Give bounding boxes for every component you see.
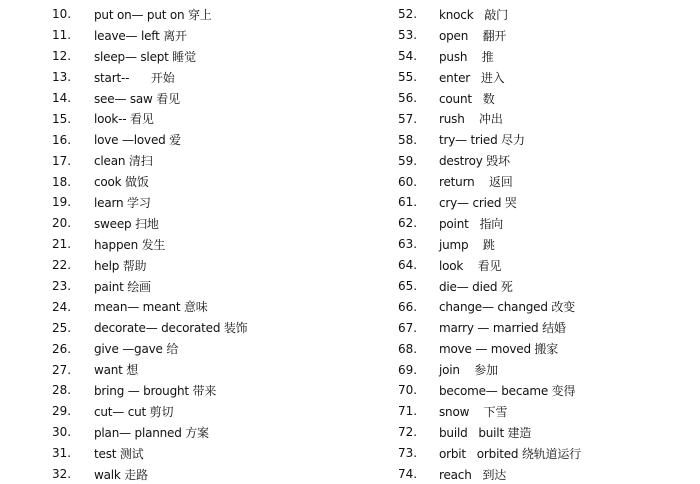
vocab-entry bbox=[52, 129, 247, 150]
vocab-entry bbox=[398, 443, 581, 464]
entry-word: cook 做饭 bbox=[94, 175, 149, 190]
entry-word: build built 建造 bbox=[439, 425, 532, 440]
entry-word: sweep 扫地 bbox=[94, 216, 159, 231]
vocab-entry bbox=[398, 46, 581, 67]
entry-word: cut— cut 剪切 bbox=[94, 404, 174, 419]
entry-number: 24. bbox=[52, 299, 72, 314]
vocab-entry bbox=[398, 4, 581, 25]
entry-word: push 推 bbox=[439, 49, 494, 64]
entry-number: 64. bbox=[398, 258, 418, 273]
vocab-entry bbox=[398, 150, 581, 171]
vocab-entry bbox=[398, 192, 581, 213]
entry-word: die— died 死 bbox=[439, 279, 513, 294]
entry-word: enter 进入 bbox=[439, 70, 505, 85]
entry-word: give —gave 给 bbox=[94, 342, 179, 357]
entry-word: change— changed 改变 bbox=[439, 300, 575, 315]
entry-word: move — moved 搬家 bbox=[439, 342, 559, 357]
vocab-entry bbox=[52, 4, 247, 25]
entry-number: 27. bbox=[52, 362, 72, 377]
entry-number: 29. bbox=[52, 404, 72, 419]
vocab-entry bbox=[52, 255, 247, 276]
entry-number: 12. bbox=[52, 49, 72, 64]
vocab-entry bbox=[398, 213, 581, 234]
entry-number: 56. bbox=[398, 91, 418, 105]
vocab-entry bbox=[398, 234, 581, 255]
entry-word: love —loved 爱 bbox=[94, 133, 181, 148]
entry-word: walk 走路 bbox=[94, 467, 148, 482]
entry-word: decorate— decorated 装饰 bbox=[94, 321, 248, 336]
vocab-entry bbox=[398, 359, 581, 380]
vocab-entry bbox=[52, 171, 247, 192]
vocab-entry bbox=[52, 422, 247, 443]
vocab-entry bbox=[52, 213, 247, 234]
vocab-entry bbox=[52, 401, 247, 422]
entry-number: 53. bbox=[398, 28, 418, 43]
entry-number: 30. bbox=[52, 425, 72, 440]
entry-number: 31. bbox=[52, 446, 72, 461]
entry-word: see— saw 看见 bbox=[94, 91, 180, 106]
entry-number: 25. bbox=[52, 320, 72, 335]
entry-number: 74. bbox=[398, 467, 418, 482]
entry-number: 20. bbox=[52, 216, 72, 231]
entry-number: 21. bbox=[52, 237, 72, 252]
entry-number: 73. bbox=[398, 446, 418, 461]
vocab-entry bbox=[52, 296, 247, 317]
entry-word: try— tried 尽力 bbox=[439, 133, 525, 148]
entry-number: 58. bbox=[398, 132, 418, 147]
entry-word: orbit orbited 绕轨道运行 bbox=[439, 446, 581, 461]
vocab-entry bbox=[398, 422, 581, 443]
entry-number: 13. bbox=[52, 70, 72, 85]
entry-word: clean 清扫 bbox=[94, 154, 153, 169]
vocab-entry bbox=[52, 46, 247, 67]
vocab-entry bbox=[398, 317, 581, 338]
entry-number: 72. bbox=[398, 425, 418, 440]
entry-number: 67. bbox=[398, 320, 418, 335]
vocab-entry bbox=[398, 171, 581, 192]
entry-word: rush 冲出 bbox=[439, 112, 503, 127]
entry-number: 55. bbox=[398, 70, 418, 85]
entry-word: snow 下雪 bbox=[439, 404, 508, 419]
right-word-column bbox=[398, 4, 581, 484]
entry-word: reach 到达 bbox=[439, 467, 507, 482]
entry-word: destroy 毁坏 bbox=[439, 154, 510, 169]
entry-word: learn 学习 bbox=[94, 195, 151, 210]
entry-number: 57. bbox=[398, 111, 418, 126]
vocab-entry bbox=[52, 338, 247, 359]
entry-number: 14. bbox=[52, 91, 72, 105]
entry-word: paint 绘画 bbox=[94, 279, 151, 294]
entry-word: become— became 变得 bbox=[439, 383, 576, 398]
entry-number: 52. bbox=[398, 7, 418, 22]
entry-word: look 看见 bbox=[439, 258, 502, 273]
entry-number: 60. bbox=[398, 174, 418, 189]
entry-word: plan— planned 方案 bbox=[94, 425, 209, 440]
vocab-entry bbox=[52, 276, 247, 297]
entry-word: jump 跳 bbox=[439, 237, 495, 252]
vocab-entry bbox=[52, 359, 247, 380]
entry-number: 23. bbox=[52, 279, 72, 294]
entry-number: 28. bbox=[52, 383, 72, 398]
entry-number: 11. bbox=[52, 28, 72, 43]
entry-number: 10. bbox=[52, 7, 72, 22]
vocab-entry bbox=[398, 338, 581, 359]
entry-number: 18. bbox=[52, 174, 72, 189]
entry-word: happen 发生 bbox=[94, 237, 166, 252]
vocab-entry bbox=[52, 88, 247, 109]
vocab-entry bbox=[52, 25, 247, 46]
entry-word: look-- 看见 bbox=[94, 112, 154, 127]
entry-number: 26. bbox=[52, 341, 72, 356]
entry-word: point 指向 bbox=[439, 216, 504, 231]
entry-word: join 参加 bbox=[439, 363, 498, 378]
entry-number: 63. bbox=[398, 237, 418, 252]
entry-number: 19. bbox=[52, 195, 72, 210]
entry-word: help 帮助 bbox=[94, 258, 147, 273]
entry-word: open 翻开 bbox=[439, 28, 507, 43]
entry-number: 62. bbox=[398, 216, 418, 231]
entry-number: 65. bbox=[398, 279, 418, 294]
vocab-entry bbox=[52, 108, 247, 129]
entry-word: bring — brought 带来 bbox=[94, 383, 217, 398]
vocab-entry bbox=[398, 88, 581, 109]
vocab-entry bbox=[398, 296, 581, 317]
vocab-entry bbox=[398, 276, 581, 297]
entry-word: return 返回 bbox=[439, 175, 513, 190]
entry-number: 70. bbox=[398, 383, 418, 398]
vocab-entry bbox=[398, 67, 581, 88]
entry-word: test 测试 bbox=[94, 446, 144, 461]
vocab-entry bbox=[52, 443, 247, 464]
vocab-entry bbox=[398, 255, 581, 276]
entry-number: 69. bbox=[398, 362, 418, 377]
entry-number: 61. bbox=[398, 195, 418, 210]
entry-number: 66. bbox=[398, 299, 418, 314]
vocab-entry bbox=[52, 464, 247, 484]
entry-number: 22. bbox=[52, 258, 72, 273]
vocab-entry bbox=[52, 234, 247, 255]
entry-number: 59. bbox=[398, 153, 418, 168]
entry-word: count 数 bbox=[439, 91, 495, 106]
vocab-entry bbox=[52, 317, 247, 338]
entry-number: 32. bbox=[52, 467, 72, 482]
entry-number: 16. bbox=[52, 132, 72, 147]
entry-word: cry— cried 哭 bbox=[439, 195, 517, 210]
entry-word: start-- 开始 bbox=[94, 70, 175, 85]
vocab-entry bbox=[398, 25, 581, 46]
vocab-entry bbox=[52, 380, 247, 401]
entry-number: 17. bbox=[52, 153, 72, 168]
vocab-entry bbox=[52, 67, 247, 88]
entry-word: sleep— slept 睡觉 bbox=[94, 49, 196, 64]
entry-word: put on— put on 穿上 bbox=[94, 7, 212, 22]
vocab-entry bbox=[52, 192, 247, 213]
entry-word: knock 敲门 bbox=[439, 7, 508, 22]
vocab-entry bbox=[398, 129, 581, 150]
entry-number: 15. bbox=[52, 111, 72, 126]
vocab-entry bbox=[398, 401, 581, 422]
entry-word: marry — married 结婚 bbox=[439, 321, 566, 336]
entry-word: mean— meant 意味 bbox=[94, 300, 208, 315]
left-word-column bbox=[52, 4, 247, 484]
entry-word: leave— left 离开 bbox=[94, 28, 187, 43]
entry-word: want 想 bbox=[94, 363, 139, 378]
vocab-entry bbox=[52, 150, 247, 171]
entry-number: 68. bbox=[398, 341, 418, 356]
entry-number: 54. bbox=[398, 49, 418, 64]
vocab-entry bbox=[398, 380, 581, 401]
vocab-entry bbox=[398, 464, 581, 484]
vocab-entry bbox=[398, 108, 581, 129]
entry-number: 71. bbox=[398, 404, 418, 419]
